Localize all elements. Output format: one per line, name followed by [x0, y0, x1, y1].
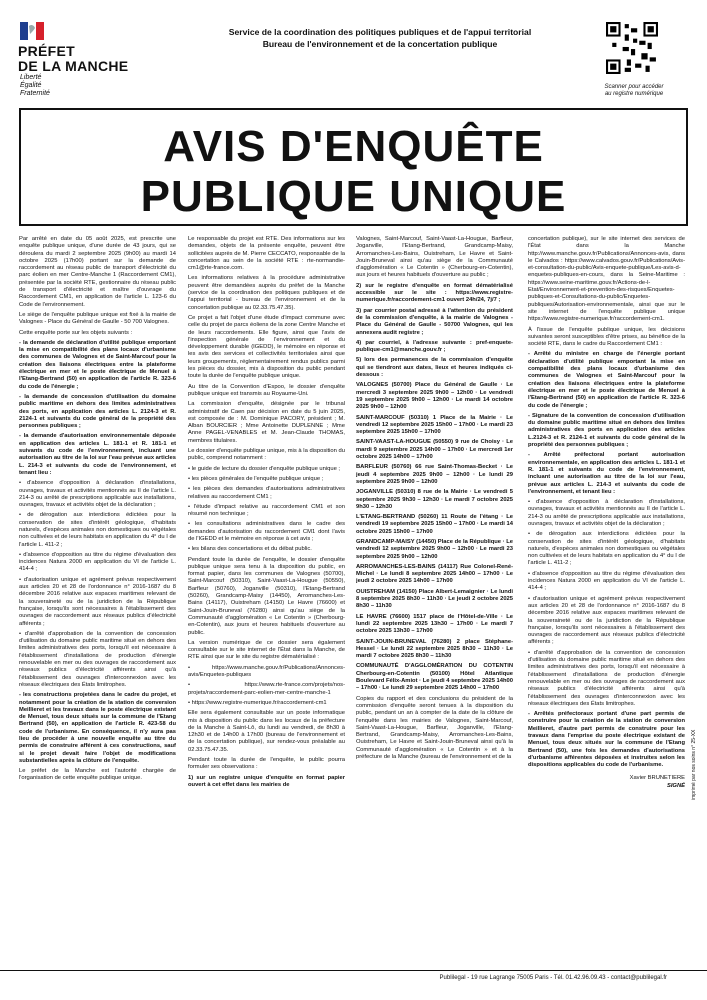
marianne-logo-icon — [20, 22, 44, 40]
prefect-line2: DE LA MANCHE — [18, 58, 129, 74]
paragraph: SAINT-VAAST-LA-HOUGUE (50550) 9 rue de Choisy · Le mardi 9 septembre 2025 14h00 – 17h00 · Le mercredi 1er octobre 2025 14h00 – 17h00 — [356, 439, 513, 461]
paragraph: Le responsable du projet est RTE. Des informations sur les demandes, objets de la présente enquête, peuvent être sollicitées auprès de M. Pierre CECCATO, responsable de la concertation au sein de la société RTE : rte-normandie-cm1@rte-france.com. — [188, 236, 345, 272]
motto-liberte: Liberté — [20, 74, 42, 81]
paragraph: • https://www.manche.gouv.fr/Publications/Annonces-avis/Enquetes-publiques — [188, 664, 345, 679]
paragraph: - la demande d'autorisation environnementale déposée en application des articles L. 181-1 et R. 181-1 et suivants du code de l'environnement, incluant une autorisation au titre de la loi sur l'eau prévue aux articles L. 214-3 et suivants du code de l'environnement, et tenant lieu : — [19, 433, 176, 476]
signature-name: Xavier BRUNETIERE — [629, 775, 685, 782]
paragraph: Cette enquête porte sur les objets suivants : — [19, 329, 133, 336]
paragraph: OUISTREHAM (14150) Place Albert-Lemaignier · Le lundi 8 septembre 2025 8h30 – 11h30 · Le jeudi 2 octobre 2025 8h30 – 11h30 — [356, 588, 513, 610]
text-column-2 — [188, 236, 345, 961]
margin-note: imprimé par nos soins n° 25-XX — [691, 729, 697, 800]
title-box — [19, 108, 688, 226]
paragraph: 3) par courrier postal adressé à l'attention du président de la commission d'enquête, à la mairie de Valognes - Place du Général de Gaulle - 50700 Valognes, qui les annexera audit registre ; — [356, 307, 513, 336]
paragraph: - Arrêté préfectoral portant autorisation environnementale, en application des articles L. 181-1 et R. 181-1 et suivants du code de l'environnement, incluant une autorisation au titre de la loi sur l'eau, prévue aux articles L. 214-3 et suivants du code de l'environnement, et tenant lieu : — [528, 452, 685, 495]
paragraph: L'ETANG-BERTRAND (50260) 11 Route de l'étang · Le vendredi 19 septembre 2025 15h00 – 17h00 · Le mardi 14 octobre 2025 15h00 – 17h00 — [356, 514, 513, 535]
paragraph: • l'étude d'impact relative au raccordement CM1 et son résumé non technique ; — [188, 503, 345, 518]
paragraph: • le guide de lecture du dossier d'enquête publique unique ; — [188, 465, 341, 472]
paragraph: - Arrêté du ministre en charge de l'énergie portant déclaration d'utilité publique emportant la mise en compatibilité des plans locaux d'urbanisme des communes de Valognes et Saint-Marcouf pour la création des liaisons électriques entre la plateforme électrique en mer et le poste électrique de Menuel à l'Etang-Bertrand (50) en application de l'article R. 323-6 du code de l'énergie ; — [528, 351, 685, 409]
paragraph: 4) par courriel, à l'adresse suivante : pref-enquete-publique-cm1@manche.gouv.fr ; — [356, 339, 513, 354]
notice-title — [21, 122, 686, 222]
paragraph: Le préfet de la Manche est l'autorité chargée de l'organisation de cette enquête publique unique. — [19, 768, 176, 782]
qr-code-icon[interactable] — [606, 22, 658, 74]
paragraph: • les pièces générales de l'enquête publique unique ; — [188, 475, 324, 482]
paragraph: Par arrêté en date du 05 août 2025, est prescrite une enquête publique unique, d'une durée de 43 jours, qui se déroulera du mardi 2 septembre 2025 (9h00) au mardi 14 octobre 2025 (17h00) portant sur la demande de raccordement au réseau public de transport d'électricité du parc éolien en mer Centre-Manche 1 (Raccordement CM1), présentée par la société RTE, gestionnaire du réseau public de transport d'électricité et maître d'ouvrage du Raccordement CM1, en application de l'article L. 123-6 du Code de l'environnement. — [19, 236, 176, 308]
paragraph: concertation publique), sur le site internet des services de l'État dans la Manche http://www.manche.gouv.fr/Publications/Annonces-avis, dans le Calvados : https://www.calvados.gouv.fr/Publications/Avis-et-consultation-du-public/Avis-enquete-publique/Les-avis-d-enquetes-publiques-en-cours, dans la Seine-Maritime : https://www.seine-maritime.gouv.fr/Actions-de-l-Etat/Environnement-et-prevention-des-risques/Enquetes-publiques-et-Consultations-du-public/Enquetes-publiques/Autorisation-environnementale, ainsi que sur le site internet de l'enquête publique unique https://www.registre-numerique.fr/raccordement-cm1. — [528, 236, 685, 323]
paragraph: Elle sera également consultable sur un poste informatique mis à disposition du public dans les locaux de la préfecture de la Manche à Saint-Lô, du lundi au vendredi, de 8h30 à 12h30 et de 14h00 à 17h00 (bureau de l'environnement et de la concertation publique), sur rendez-vous préalable au 02.33.75.47.35. — [188, 710, 345, 753]
text-column-4 — [528, 236, 685, 961]
qr-caption-line2: au registre numérique — [604, 91, 664, 97]
paragraph: - la demande de concession d'utilisation du domaine public maritime en dehors des limites administratives des ports, en application des articles L. 2124-3 et R. 2124-1 et suivants du code général de la propriété des personnes publiques ; — [19, 393, 176, 430]
qr-caption — [594, 84, 674, 98]
paragraph: • d'autorisation unique et agrément prévus respectivement aux articles 20 et 28 de l'ordonnance n° 2016-1687 du 8 décembre 2016 relative aux espaces maritimes relevant de la souveraineté ou de la juridiction de la République française, lorsqu'ils sont nécessaires à l'établissement des ouvrages de raccordement aux réseaux publics d'électricité afférents ; — [19, 576, 176, 627]
text-column-1 — [19, 236, 176, 961]
paragraph: • d'absence d'opposition au titre du régime d'évaluation des incidences Natura 2000 en application du VI de l'article L. 414-4 ; — [19, 551, 176, 573]
paragraph: ARROMANCHES-LES-BAINS (14117) Rue Colonel-René-Michel · Le lundi 8 septembre 2025 14h00 – 17h00 · Le jeudi 2 octobre 2025 14h00 – 17h00 — [356, 563, 513, 585]
paragraph: • d'arrêté d'approbation de la convention de concession d'utilisation du domaine public maritime situé en dehors des limites administratives des ports, lorsqu'il est nécessaire à l'établissement d'installations de production d'énergie renouvelable en mer ou des ouvrages de raccordement aux réseaux publics d'électricité afférents ainsi qu'à l'établissement des ouvrages d'interconnexion avec les réseaux électriques des États limitrophes. — [19, 630, 176, 688]
paragraph: GRANDCAMP-MAISY (14450) Place de la République · Le vendredi 12 septembre 2025 9h00 – 12h00 · Le mardi 23 septembre 2025 9h00 – 12h00 — [356, 538, 513, 560]
title-line1: AVIS D'ENQUÊTE — [163, 122, 544, 171]
paragraph: La commission d'enquête, désignée par le tribunal administratif de Caen par décision en date du 5 juin 2025, est composée de : M. Dominique PACORY, président ; M. Alban BOURCIER ; Mme Antoinette DUPLENNE ; Mme Anne PAGEL-VENABLES et M. Jean-Claude THOMAS, membres titulaires. — [188, 401, 345, 444]
paragraph: • https://www.registre-numerique.fr/raccordement-cm1 — [188, 699, 327, 706]
paragraph: • les pièces des demandes d'autorisations administratives relatives au raccordement CM1 ; — [188, 486, 345, 500]
paragraph: VALOGNES (50700) Place du Général de Gaulle · Le mercredi 3 septembre 2025 9h00 – 12h00 · Le vendredi 19 septembre 2025 9h00 – 12h00 · Le mardi 14 octobre 2025 9h00 – 12h00 — [356, 382, 513, 411]
signature-block — [528, 775, 685, 790]
paragraph: • d'autorisation unique et agrément prévus respectivement aux articles 20 et 28 de l'ordonnance n° 2016-1687 du 8 décembre 2016 relative aux espaces maritimes relevant de la souveraineté ou de la juridiction de la République française, lorsqu'ils sont nécessaires à l'établissement des ouvrages de raccordement aux réseaux publics d'électricité afférents ; — [528, 595, 685, 646]
text-column-3 — [356, 236, 513, 961]
footer-text: Publilegal - 19 rue Lagrange 75005 Paris - Tél. 01.42.96.09.43 - contact@publilegal.fr — [439, 975, 667, 981]
paragraph: Le siège de l'enquête publique unique est fixé à la mairie de Valognes - Place du Général de Gaulle - 50 700 Valognes. — [19, 311, 176, 326]
paragraph: • d'absence d'opposition à déclaration d'installations, ouvrages, travaux et activités mentionnés au II de l'article L. 214-3 ou arrêté de prescriptions applicable aux installations, ouvrages, travaux et activités objet de la déclaration ; — [528, 499, 685, 527]
paragraph: • les consultations administratives dans le cadre des demandes d'autorisation du raccordement CM1 dont l'avis de l'IGEDD et le mémoire en réponse à cet avis ; — [188, 521, 345, 542]
service-line2: Bureau de l'environnement et de la concertation publique — [262, 39, 498, 49]
footer — [0, 970, 707, 991]
paragraph: BARFLEUR (50760) 66 rue Saint-Thomas-Becket · Le jeudi 4 septembre 2025 9h00 – 12h00 · Le lundi 29 septembre 2025 9h00 – 12h00 — [356, 464, 513, 485]
paragraph: 5) lors des permanences de la commission d'enquête qui se tiendront aux dates, lieux et heures indiqués ci-dessous : — [356, 357, 513, 379]
paragraph: SAINT-JOUIN-BRUNEVAL (76280) 2 place Stéphane-Hessel · Le lundi 22 septembre 2025 8h30 – 11h30 · Le mardi 7 octobre 2025 8h30 – 11h30 — [356, 638, 513, 660]
paragraph: Valognes, Saint-Marcouf, Saint-Vaast-La-Hougue, Barfleur, Joganville, l'Etang-Bertrand, Grandcamp-Maisy, Arromanches-Les-Bains, Ouistreham, Le Havre et Saint-Jouin-Bruneval ainsi qu'au siège de la Communauté d'agglomération « Le Cotentin » (Cherbourg-en-Cotentin), aux jours et heures habituels d'ouverture au public ; — [356, 236, 513, 279]
paragraph: Copies du rapport et des conclusions du président de la commission d'enquête seront tenues à la disposition du public, pendant un an à compter de la date de la clôture de l'enquête dans les mairies de Valognes, Saint-Marcouf, Saint-Vaast-La-Hougue, Barfleur, Joganville, l'Etang-Bertrand, Grandcamp-Maisy, Arromanches-Les-Bains, Ouistreham, Le Havre et Saint-Jouin-Bruneval ainsi qu'à la Communauté d'agglomération « Le Cotentin » et à la préfecture de la Manche (bureau de l'environnement et de la — [356, 695, 513, 760]
paragraph: 1) sur un registre unique d'enquête en format papier ouvert à cet effet dans les mairies de — [188, 774, 345, 788]
paragraph: - les constructions projetées dans le cadre du projet, et notamment pour la création de la station de conversion Meillieret et les travaux dans le poste électrique existant de Menuel, tous deux situés sur la commune de l'Etang Bertrand (50), en application de l'article R. 423-58 du code de l'urbanisme. En conséquence, il n'y aura pas lieu de procéder à une nouvelle enquête au titre du permis de construire afférent à ces constructions, sauf si le projet devait faire l'objet de modifications substantielles après la clôture de l'enquête. — [19, 692, 176, 764]
paragraph: Les informations relatives à la procédure administrative peuvent être demandées auprès du préfet de la Manche (service de la coordination des politiques publiques et de l'appui territorial - bureau de l'environnement et de la concertation publique au 02.33.75.47.35). — [188, 275, 345, 311]
paragraph: - Arrêtés préfectoraux portant d'une part permis de construire pour la création de la station de conversion Meillieret, d'autre part permis de construire pour les travaux dans l'emprise du poste électrique existant de Menuel, tous deux situés sur la commune de l'Etang Bertrand (50), une fois les demandes d'autorisations d'urbanisme afférentes déposées et instruites selon les dispositions applicables du code de l'urbanisme. — [528, 711, 685, 769]
column-4-paragraphs — [528, 236, 685, 769]
paragraph: COMMUNAUTÉ D'AGGLOMÉRATION DU COTENTIN Cherbourg-en-Cotentin (50100) Hôtel Atlantique Boulevard Félix-Amiot · Le jeudi 4 septembre 2025 14h00 – 17h00 · Le lundi 29 septembre 2025 14h00 – 17h00 — [356, 663, 513, 692]
service-line1: Service de la coordination des politiques publiques et de l'appui territorial — [228, 27, 532, 37]
paragraph: - Signature de la convention de concession d'utilisation du domaine public maritime situé en dehors des limites administratives des ports en application des articles L.2124-3 et R. 2124-1 et suivants du code général de la propriété des personnes publiques ; — [528, 412, 685, 449]
prefect-line1: PRÉFET — [18, 43, 76, 59]
paragraph: - la demande de déclaration d'utilité publique emportant la mise en compatibilité des plans locaux d'urbanisme des communes de Valognes et de Saint-Marcouf pour la création des liaisons électriques entre la plateforme électrique en mer et le poste électrique de Menuel à l'Etang-Bertrand (50) en application de l'article R. 323-6 du code de l'énergie ; — [19, 339, 176, 390]
paragraph: Ce projet a fait l'objet d'une étude d'impact commune avec celle du projet de parcs éoliens de la zone Centre Manche et de leurs raccordements. Elle figure, ainsi que l'avis de l'inspection générale de l'environnement et du développement durable (IGEDD), le mémoire en réponse et les avis des services et collectivités territoriales ainsi que leurs groupements, réglementairement rendus publics parmi les pièces du dossier, mis à disposition du public pendant toute la durée de l'enquête publique unique. — [188, 314, 345, 380]
paragraph: Pendant toute la durée de l'enquête, le dossier d'enquête publique unique sera tenu à la disposition du public, en format papier, dans les communes de Valognes (50700), Saint-Marcouf (50310), Saint-Vaast-La-Hougue (50550), Barfleur (50760), Joganville (50310), l'Etang-Bertrand (50260), Grandcamp-Maisy (14450), Arromanches-Les-Bains (14117), Ouistreham (14150) Le Havre (76600) et Saint-Jouin-Bruneval (76280) ainsi qu'au siège de la Communauté d'agglomération « Le Cotentin » (Cherbourg-en-Cotentin), aux jours et heures habituels d'ouverture au public. — [188, 556, 345, 636]
paragraph: Le dossier d'enquête publique unique, mis à la disposition du public, comprend notamment : — [188, 448, 345, 462]
paragraph: • de dérogation aux interdictions édictées pour la conservation de sites d'intérêt géologique, d'habitats naturels, d'espèces animales non domestiques ou végétales non cultivées et de leurs habitats en application du 4° du I de l'article L. 411-2 ; — [19, 512, 176, 548]
paragraph: Au titre de la Convention d'Espoo, le dossier d'enquête publique unique est transmis au Royaume-Uni. — [188, 383, 345, 397]
motto-fraternite: Fraternité — [20, 90, 50, 97]
paragraph: • de dérogation aux interdictions édictées pour la conservation de sites d'intérêt géologique, d'habitats naturels, d'espèces animales non domestiques ou végétales non cultivées et de leurs habitats en application du 4° du I de l'article L. 411-2 ; — [528, 531, 685, 567]
paragraph: • https://www.rte-france.com/projets/nos-projets/raccordement-parc-eolien-mer-centre-manche-1 — [188, 682, 345, 696]
paragraph: JOGANVILLE (50310) 8 rue de la Mairie · Le vendredi 5 septembre 2025 9h30 – 12h30 · Le mardi 7 octobre 2025 9h30 – 12h30 — [356, 489, 513, 510]
motto-egalite: Égalité — [20, 82, 42, 89]
paragraph: • les bilans des concertations et du débat public. — [188, 546, 312, 553]
paragraph: • d'absence d'opposition à déclaration d'installations, ouvrages, travaux et activités mentionnés au II de l'article L. 214-3 ou arrêté de prescriptions applicable aux installations, ouvrages, travaux et activités objet de la déclaration ; — [19, 480, 176, 509]
paragraph: • d'absence d'opposition au titre du régime d'évaluation des incidences Natura 2000 en application du VI de l'article L. 414-4 ; — [528, 570, 685, 592]
paragraph: • d'arrêté d'approbation de la convention de concession d'utilisation du domaine public maritime situé en dehors des limites administratives des ports, lorsqu'il est nécessaire à l'établissement d'installations de production d'énergie renouvelable en mer ou des ouvrages de raccordement aux réseaux publics d'électricité afférents ainsi qu'à l'établissement des ouvrages d'interconnexion avec les réseaux électriques des États limitrophes. — [528, 649, 685, 707]
motto — [20, 74, 50, 98]
qr-caption-line1: Scanner pour accéder — [604, 84, 664, 90]
paragraph: 2) sur le registre d'enquête en format dématérialisé accessible sur le site : https://www.registre-numerique.fr/raccordement-cm1 ouvert 24h/24, 7j/7 ; — [356, 282, 513, 304]
service-heading — [190, 26, 570, 50]
paragraph: LE HAVRE (76600) 1517 place de l'Hôtel-de-Ville · Le lundi 22 septembre 2025 13h30 – 17h00 · Le mardi 7 octobre 2025 13h30 – 17h00 — [356, 613, 513, 635]
paragraph: SAINT-MARCOUF (50310) 1 Place de la Mairie · Le vendredi 12 septembre 2025 15h00 – 17h00 · Le mardi 23 septembre 2025 15h00 – 17h00 — [356, 414, 513, 436]
signature-word: SIGNÉ — [666, 782, 685, 789]
paragraph: À l'issue de l'enquête publique unique, les décisions suivantes seront susceptibles d'être prises, au bénéfice de la société RTE, dans le cadre du Raccordement CM1 : — [528, 326, 685, 348]
prefect-title — [18, 44, 128, 74]
title-line2: PUBLIQUE UNIQUE — [140, 172, 567, 221]
paragraph: Pendant toute la durée de l'enquête, le public pourra formuler ses observations : — [188, 757, 345, 771]
header — [0, 0, 707, 110]
paragraph: La version numérique de ce dossier sera également consultable sur le site internet de l'État dans la Manche, de RTE ainsi que sur le site du registre dématérialisé : — [188, 639, 345, 661]
